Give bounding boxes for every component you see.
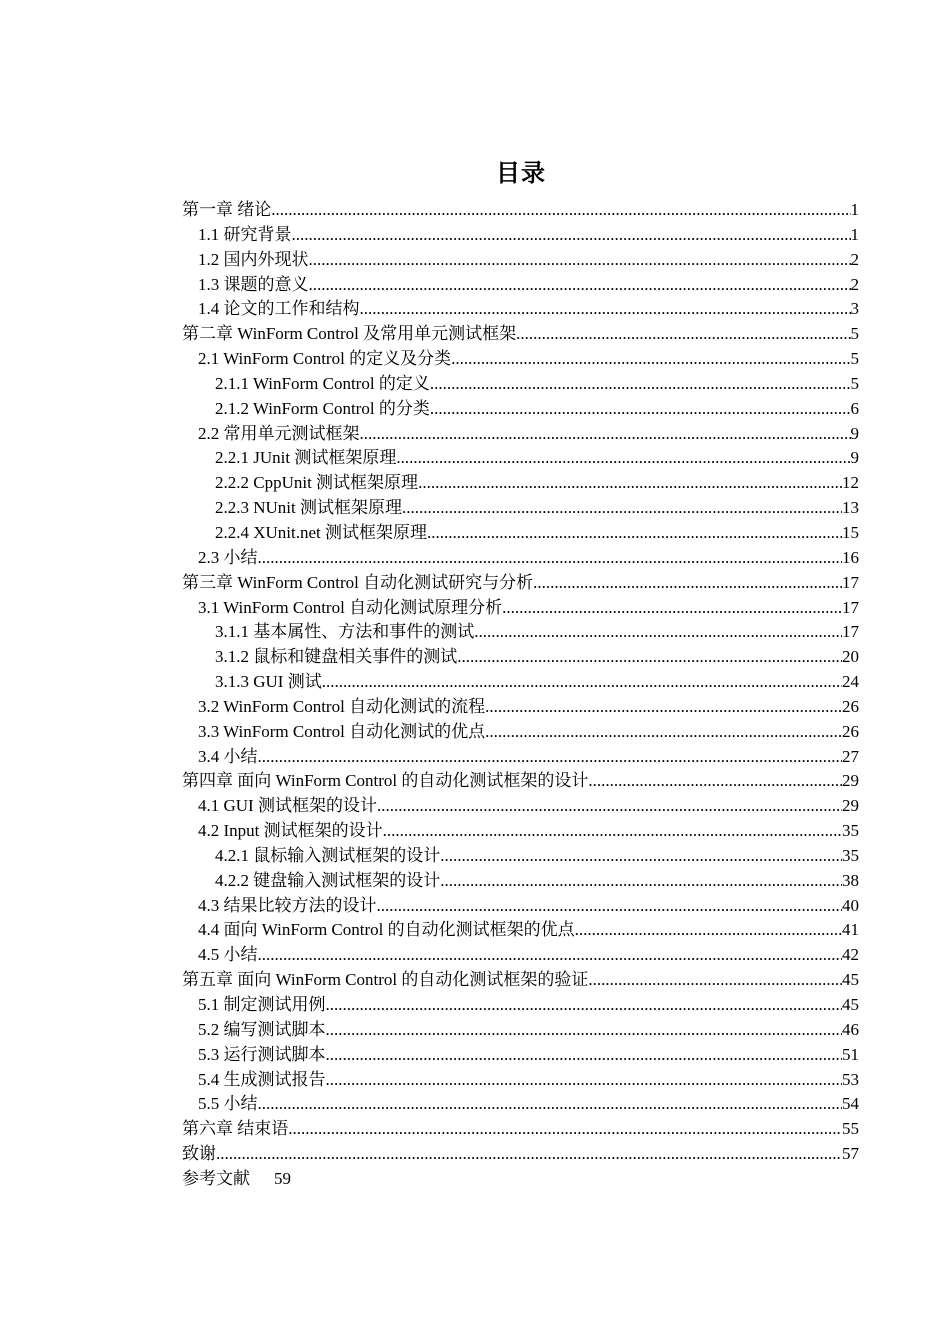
toc-entry-title: 3.1.3 GUI 测试 bbox=[215, 672, 322, 692]
toc-entry-page-number: 9 bbox=[850, 448, 859, 468]
toc-entry-title: 3.1.1 基本属性、方法和事件的测试 bbox=[215, 622, 475, 642]
toc-entry-title: 3.4 小结 bbox=[198, 746, 258, 766]
toc-entry-title: 5.2 编写测试脚本 bbox=[198, 1019, 326, 1039]
toc-entry-title: 第三章 WinForm Control 自动化测试研究与分析 bbox=[182, 572, 534, 592]
toc-dot-leader bbox=[485, 720, 842, 745]
toc-entry[interactable] bbox=[182, 670, 859, 695]
toc-entry-page-number: 5 bbox=[850, 324, 859, 344]
toc-entry[interactable] bbox=[182, 1043, 859, 1068]
toc-dot-leader bbox=[292, 223, 851, 248]
toc-dot-leader bbox=[440, 869, 842, 894]
toc-dot-leader bbox=[322, 670, 842, 695]
toc-entry[interactable] bbox=[182, 968, 859, 993]
toc-entry-page-number: 15 bbox=[842, 522, 859, 542]
toc-entry-page-number: 57 bbox=[842, 1144, 859, 1164]
toc-entry-title: 2.2.2 CppUnit 测试框架原理 bbox=[215, 473, 419, 493]
toc-entry[interactable] bbox=[182, 769, 859, 794]
toc-entry[interactable] bbox=[182, 198, 859, 223]
toc-dot-leader bbox=[396, 446, 850, 471]
toc-dot-leader bbox=[288, 1117, 842, 1142]
toc-entry[interactable] bbox=[182, 223, 859, 248]
toc-entry[interactable] bbox=[182, 1068, 859, 1093]
toc-dot-leader bbox=[326, 1068, 843, 1093]
toc-entry-page-number: 45 bbox=[842, 995, 859, 1014]
toc-entry-title: 参考文献 bbox=[182, 1168, 250, 1188]
toc-entry-page-number: 29 bbox=[842, 771, 859, 791]
toc-dot-leader bbox=[309, 248, 851, 273]
toc-entry-title: 1.1 研究背景 bbox=[198, 224, 292, 244]
toc-entry[interactable] bbox=[182, 894, 859, 919]
toc-entry-page-number: 40 bbox=[842, 895, 859, 915]
toc-entry[interactable] bbox=[182, 620, 859, 645]
toc-dot-leader bbox=[377, 894, 843, 919]
toc-entry[interactable] bbox=[182, 645, 859, 670]
toc-dot-leader bbox=[309, 273, 851, 298]
toc-entry-page-number: 54 bbox=[842, 1094, 859, 1114]
toc-dot-leader bbox=[258, 1092, 843, 1117]
toc-entry-title: 4.2.1 鼠标输入测试框架的设计 bbox=[215, 845, 441, 865]
toc-entry-page-number: 59 bbox=[274, 1168, 291, 1188]
toc-dot-leader bbox=[377, 794, 842, 819]
toc-entry[interactable] bbox=[182, 297, 859, 322]
toc-entry[interactable] bbox=[182, 720, 859, 745]
toc-entry[interactable] bbox=[182, 993, 859, 1018]
toc-entry[interactable] bbox=[182, 446, 859, 471]
toc-entry-title: 5.3 运行测试脚本 bbox=[198, 1044, 326, 1064]
toc-entry-title: 4.1 GUI 测试框架的设计 bbox=[198, 796, 377, 816]
toc-dot-leader bbox=[430, 372, 851, 397]
toc-entry-title: 第四章 面向 WinForm Control 的自动化测试框架的设计 bbox=[182, 771, 589, 791]
toc-entry-title: 2.2.1 JUnit 测试框架原理 bbox=[215, 448, 397, 468]
toc-entry-title: 第一章 绪论 bbox=[182, 200, 272, 219]
toc-entry-title: 3.3 WinForm Control 自动化测试的优点 bbox=[198, 721, 486, 741]
toc-dot-leader bbox=[258, 943, 843, 968]
toc-entry[interactable] bbox=[182, 745, 859, 770]
toc-dot-leader bbox=[402, 496, 842, 521]
toc-dot-leader bbox=[360, 297, 851, 322]
toc-entry-page-number: 1 bbox=[850, 200, 859, 219]
toc-entry-page-number: 20 bbox=[842, 647, 859, 667]
toc-entry-page-number: 45 bbox=[842, 970, 859, 990]
toc-entry-page-number: 6 bbox=[850, 398, 859, 418]
toc-entry-page-number: 46 bbox=[842, 1019, 859, 1039]
toc-entry-page-number: 42 bbox=[842, 945, 859, 965]
toc-entry-title: 第五章 面向 WinForm Control 的自动化测试框架的验证 bbox=[182, 970, 589, 990]
toc-entry-page-number: 2 bbox=[850, 249, 859, 269]
toc-entry[interactable] bbox=[182, 819, 859, 844]
toc-entry-title: 第六章 结束语 bbox=[182, 1119, 289, 1139]
page-title: 目录 bbox=[496, 159, 546, 187]
toc-entry-page-number: 16 bbox=[842, 547, 859, 567]
toc-entry-page-number: 12 bbox=[842, 473, 859, 493]
toc-entry-title: 1.3 课题的意义 bbox=[198, 274, 309, 294]
toc-entry[interactable] bbox=[182, 1018, 859, 1043]
toc-entry[interactable] bbox=[182, 546, 859, 571]
toc-entry-title: 2.1 WinForm Control 的定义及分类 bbox=[198, 349, 452, 369]
toc-dot-leader bbox=[360, 422, 851, 447]
toc-dot-leader bbox=[326, 1018, 843, 1043]
toc-dot-leader bbox=[485, 695, 842, 720]
toc-entry-page-number: 9 bbox=[850, 423, 859, 443]
toc-entry-page-number: 17 bbox=[842, 622, 859, 642]
toc-entry[interactable] bbox=[182, 844, 859, 869]
toc-entry[interactable] bbox=[182, 347, 859, 372]
toc-entry[interactable] bbox=[182, 273, 859, 298]
toc-entry[interactable] bbox=[182, 1092, 859, 1117]
toc-entry-page-number: 26 bbox=[842, 721, 859, 741]
toc-entry-page-number: 26 bbox=[842, 696, 859, 716]
toc-entry-title: 2.2 常用单元测试框架 bbox=[198, 423, 360, 443]
toc-entry-page-number: 5 bbox=[850, 349, 859, 369]
toc-entry-page-number: 3 bbox=[850, 299, 859, 319]
toc-entry-page-number: 35 bbox=[842, 845, 859, 865]
toc-dot-leader bbox=[216, 1142, 842, 1167]
toc-dot-leader bbox=[457, 645, 842, 670]
toc-entry-page-number: 24 bbox=[842, 672, 859, 692]
toc-entry-page-number: 2 bbox=[850, 274, 859, 294]
toc-entry-page-number: 41 bbox=[842, 920, 859, 940]
toc-dot-leader bbox=[440, 844, 842, 869]
toc-entry[interactable] bbox=[182, 1117, 859, 1142]
toc-entry[interactable] bbox=[182, 794, 859, 819]
toc-dot-leader bbox=[533, 571, 842, 596]
toc-entry-title: 第二章 WinForm Control 及常用单元测试框架 bbox=[182, 324, 517, 344]
toc-entry-title: 3.2 WinForm Control 自动化测试的流程 bbox=[198, 696, 486, 716]
toc-dot-leader bbox=[427, 521, 842, 546]
toc-entry-title: 3.1.2 鼠标和键盘相关事件的测试 bbox=[215, 647, 458, 667]
toc-entry-page-number: 51 bbox=[842, 1044, 859, 1064]
toc-entry-title: 4.5 小结 bbox=[198, 945, 258, 965]
toc-entry-page-number: 29 bbox=[842, 796, 859, 816]
toc-entry-title: 5.1 制定测试用例 bbox=[198, 995, 326, 1014]
toc-dot-leader bbox=[588, 968, 842, 993]
toc-entry-title: 3.1 WinForm Control 自动化测试原理分析 bbox=[198, 597, 503, 617]
toc-dot-leader bbox=[383, 819, 842, 844]
toc-dot-leader bbox=[418, 471, 842, 496]
toc-entry[interactable] bbox=[182, 1142, 859, 1167]
toc-dot-leader bbox=[258, 745, 843, 770]
toc-entry-page-number: 35 bbox=[842, 821, 859, 841]
toc-entry[interactable] bbox=[182, 372, 859, 397]
toc-dot-leader bbox=[271, 198, 850, 223]
toc-entry-title: 4.3 结果比较方法的设计 bbox=[198, 895, 377, 915]
toc-dot-leader bbox=[326, 993, 843, 1018]
toc-entry[interactable] bbox=[182, 869, 859, 894]
toc-dot-leader bbox=[430, 397, 851, 422]
toc-entry[interactable] bbox=[182, 422, 859, 447]
toc-entry-title: 1.4 论文的工作和结构 bbox=[198, 299, 360, 319]
toc-dot-leader bbox=[502, 596, 842, 621]
toc-entry[interactable] bbox=[182, 943, 859, 968]
toc-entry-title: 2.2.4 XUnit.net 测试框架原理 bbox=[215, 522, 428, 542]
toc-entry[interactable] bbox=[182, 322, 859, 347]
table-of-contents bbox=[182, 198, 859, 1192]
toc-entry-title: 2.2.3 NUnit 测试框架原理 bbox=[215, 498, 402, 518]
toc-dot-leader bbox=[474, 620, 842, 645]
toc-entry-page-number: 5 bbox=[850, 373, 859, 393]
toc-entry[interactable] bbox=[182, 397, 859, 422]
toc-entry-title: 4.2.2 键盘输入测试框架的设计 bbox=[215, 870, 441, 890]
toc-entry[interactable] bbox=[182, 695, 859, 720]
toc-entry-title: 致谢 bbox=[182, 1144, 216, 1164]
toc-entry-page-number: 53 bbox=[842, 1069, 859, 1089]
toc-entry[interactable] bbox=[182, 918, 859, 943]
toc-entry-page-number: 38 bbox=[842, 870, 859, 890]
toc-entry-page-number: 1 bbox=[850, 224, 859, 244]
toc-entry-page-number: 17 bbox=[842, 597, 859, 617]
toc-dot-leader bbox=[326, 1043, 843, 1068]
toc-entry-page-number: 55 bbox=[842, 1119, 859, 1139]
toc-entry[interactable] bbox=[182, 571, 859, 596]
toc-entry[interactable] bbox=[182, 248, 859, 273]
toc-entry-title: 2.1.2 WinForm Control 的分类 bbox=[215, 398, 430, 418]
toc-entry[interactable] bbox=[182, 1167, 859, 1192]
toc-entry-page-number: 27 bbox=[842, 746, 859, 766]
toc-dot-leader bbox=[575, 918, 842, 943]
toc-dot-leader bbox=[451, 347, 850, 372]
toc-entry-title: 4.2 Input 测试框架的设计 bbox=[198, 821, 383, 841]
toc-entry[interactable] bbox=[182, 496, 859, 521]
toc-entry-title: 2.1.1 WinForm Control 的定义 bbox=[215, 373, 430, 393]
toc-entry[interactable] bbox=[182, 521, 859, 546]
toc-entry-title: 4.4 面向 WinForm Control 的自动化测试框架的优点 bbox=[198, 920, 575, 940]
toc-dot-leader bbox=[516, 322, 850, 347]
toc-entry-page-number: 17 bbox=[842, 572, 859, 592]
toc-dot-leader bbox=[258, 546, 843, 571]
toc-entry-title: 1.2 国内外现状 bbox=[198, 249, 309, 269]
toc-entry[interactable] bbox=[182, 471, 859, 496]
toc-entry-page-number: 13 bbox=[842, 498, 859, 518]
toc-entry-title: 5.5 小结 bbox=[198, 1094, 258, 1114]
toc-entry-title: 2.3 小结 bbox=[198, 547, 258, 567]
toc-entry-title: 5.4 生成测试报告 bbox=[198, 1069, 326, 1089]
toc-entry[interactable] bbox=[182, 596, 859, 621]
toc-dot-leader bbox=[588, 769, 842, 794]
